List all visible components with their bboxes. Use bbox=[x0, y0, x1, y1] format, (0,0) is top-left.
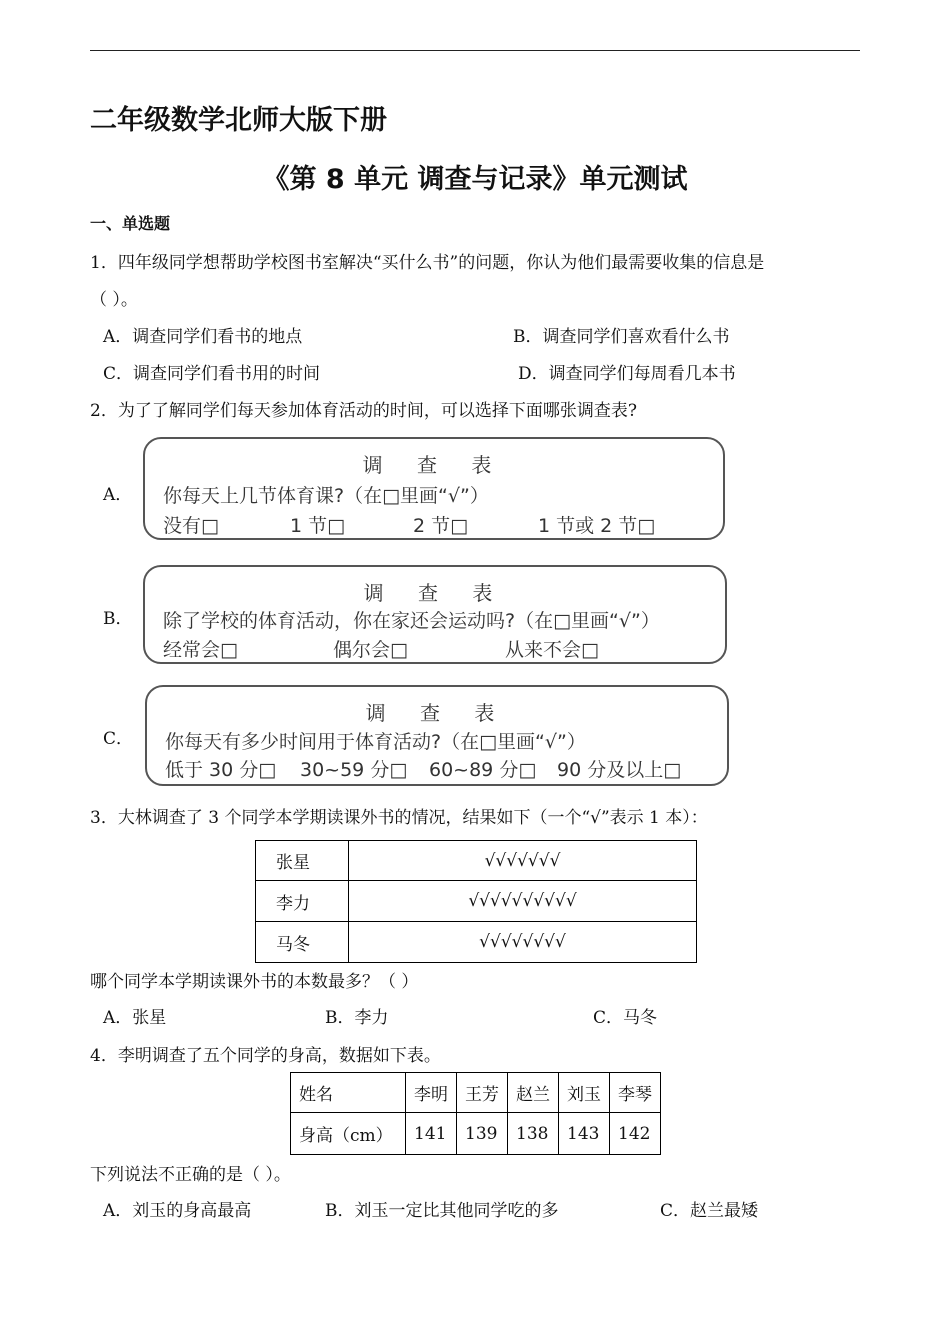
table-row bbox=[256, 841, 697, 881]
survey-choice: 从来不会□ bbox=[505, 639, 599, 661]
survey-card-question: 除了学校的体育活动，你在家还会运动吗?（在□里画“√”） bbox=[163, 610, 660, 632]
q3-question: 哪个同学本学期读课外书的本数最多？（ ） bbox=[90, 972, 419, 992]
tally-marks: √√√√√√√√√√ bbox=[349, 881, 697, 922]
survey-card-question: 你每天有多少时间用于体育活动?（在□里画“√”） bbox=[165, 731, 586, 753]
survey-card-b[interactable] bbox=[143, 565, 727, 664]
survey-card-a[interactable] bbox=[143, 437, 725, 540]
survey-card-c[interactable] bbox=[145, 685, 729, 786]
unit-title: 《第 8 单元 调查与记录》单元测试 bbox=[262, 164, 688, 195]
survey-card-title: 调 查 表 bbox=[362, 453, 506, 477]
table-row bbox=[291, 1073, 661, 1113]
height-value: 143 bbox=[559, 1113, 610, 1155]
student-name: 赵兰 bbox=[508, 1073, 559, 1113]
survey-card-title: 调 查 表 bbox=[363, 581, 507, 605]
student-name: 马冬 bbox=[256, 922, 349, 963]
q2-option-b[interactable]: B． bbox=[103, 609, 133, 629]
tally-marks: √√√√√√√ bbox=[349, 841, 697, 881]
table-row bbox=[256, 922, 697, 963]
q4-question: 下列说法不正确的是（ ）。 bbox=[90, 1165, 291, 1185]
q1-option-b[interactable]: B．调查同学们喜欢看什么书 bbox=[513, 327, 730, 347]
table-row bbox=[256, 881, 697, 922]
q3-stem: 3．大林调查了 3 个同学本学期读课外书的情况，结果如下（一个“√”表示 1 本）： bbox=[90, 808, 708, 828]
tally-marks: √√√√√√√√ bbox=[349, 922, 697, 963]
survey-card-question: 你每天上几节体育课?（在□里画“√”） bbox=[163, 485, 489, 507]
survey-choice: 没有□ bbox=[163, 515, 219, 537]
q3-option-c[interactable]: C．马冬 bbox=[593, 1008, 658, 1028]
student-name: 刘玉 bbox=[559, 1073, 610, 1113]
q2-option-a[interactable]: A． bbox=[103, 485, 133, 505]
survey-choice: 经常会□ bbox=[163, 639, 238, 661]
row-label: 身高（cm） bbox=[291, 1113, 406, 1155]
student-name: 李明 bbox=[406, 1073, 457, 1113]
q1-option-d[interactable]: D．调查同学们每周看几本书 bbox=[518, 364, 736, 384]
survey-choice: 60~89 分□ bbox=[429, 759, 537, 781]
document-title: 二年级数学北师大版下册 bbox=[90, 105, 387, 136]
height-table bbox=[290, 1072, 661, 1155]
student-name: 李力 bbox=[256, 881, 349, 922]
height-value: 141 bbox=[406, 1113, 457, 1155]
height-value: 139 bbox=[457, 1113, 508, 1155]
q2-stem: 2．为了了解同学们每天参加体育活动的时间，可以选择下面哪张调查表? bbox=[90, 401, 637, 421]
survey-choice: 90 分及以上□ bbox=[557, 759, 682, 781]
table-row bbox=[291, 1113, 661, 1155]
student-name: 张星 bbox=[256, 841, 349, 881]
q3-option-b[interactable]: B．李力 bbox=[325, 1008, 389, 1028]
q1-stem-line2: （ ）。 bbox=[90, 290, 138, 310]
q4-option-a[interactable]: A．刘玉的身高最高 bbox=[103, 1201, 252, 1221]
survey-choice: 30~59 分□ bbox=[300, 759, 408, 781]
q1-stem-line1: 1．四年级同学想帮助学校图书室解决“买什么书”的问题，你认为他们最需要收集的信息是 bbox=[90, 253, 765, 273]
survey-choice: 2 节□ bbox=[413, 515, 469, 537]
q3-option-a[interactable]: A．张星 bbox=[103, 1008, 167, 1028]
q4-option-c[interactable]: C．赵兰最矮 bbox=[660, 1201, 759, 1221]
header-label: 姓名 bbox=[291, 1073, 406, 1113]
height-value: 142 bbox=[610, 1113, 661, 1155]
height-value: 138 bbox=[508, 1113, 559, 1155]
header-rule bbox=[90, 50, 860, 51]
q1-option-a[interactable]: A．调查同学们看书的地点 bbox=[103, 327, 303, 347]
section-heading: 一、单选题 bbox=[90, 214, 171, 233]
survey-choice: 1 节或 2 节□ bbox=[538, 515, 656, 537]
student-name: 李琴 bbox=[610, 1073, 661, 1113]
survey-card-title: 调 查 表 bbox=[365, 701, 509, 725]
reading-tally-table bbox=[255, 840, 697, 963]
survey-choice: 1 节□ bbox=[290, 515, 346, 537]
survey-choice: 低于 30 分□ bbox=[165, 759, 277, 781]
q1-option-c[interactable]: C．调查同学们看书用的时间 bbox=[103, 364, 321, 384]
survey-choice: 偶尔会□ bbox=[333, 639, 408, 661]
q4-option-b[interactable]: B．刘玉一定比其他同学吃的多 bbox=[325, 1201, 559, 1221]
q2-option-c[interactable]: C． bbox=[103, 729, 134, 749]
q4-stem: 4．李明调查了五个同学的身高，数据如下表。 bbox=[90, 1046, 441, 1066]
student-name: 王芳 bbox=[457, 1073, 508, 1113]
